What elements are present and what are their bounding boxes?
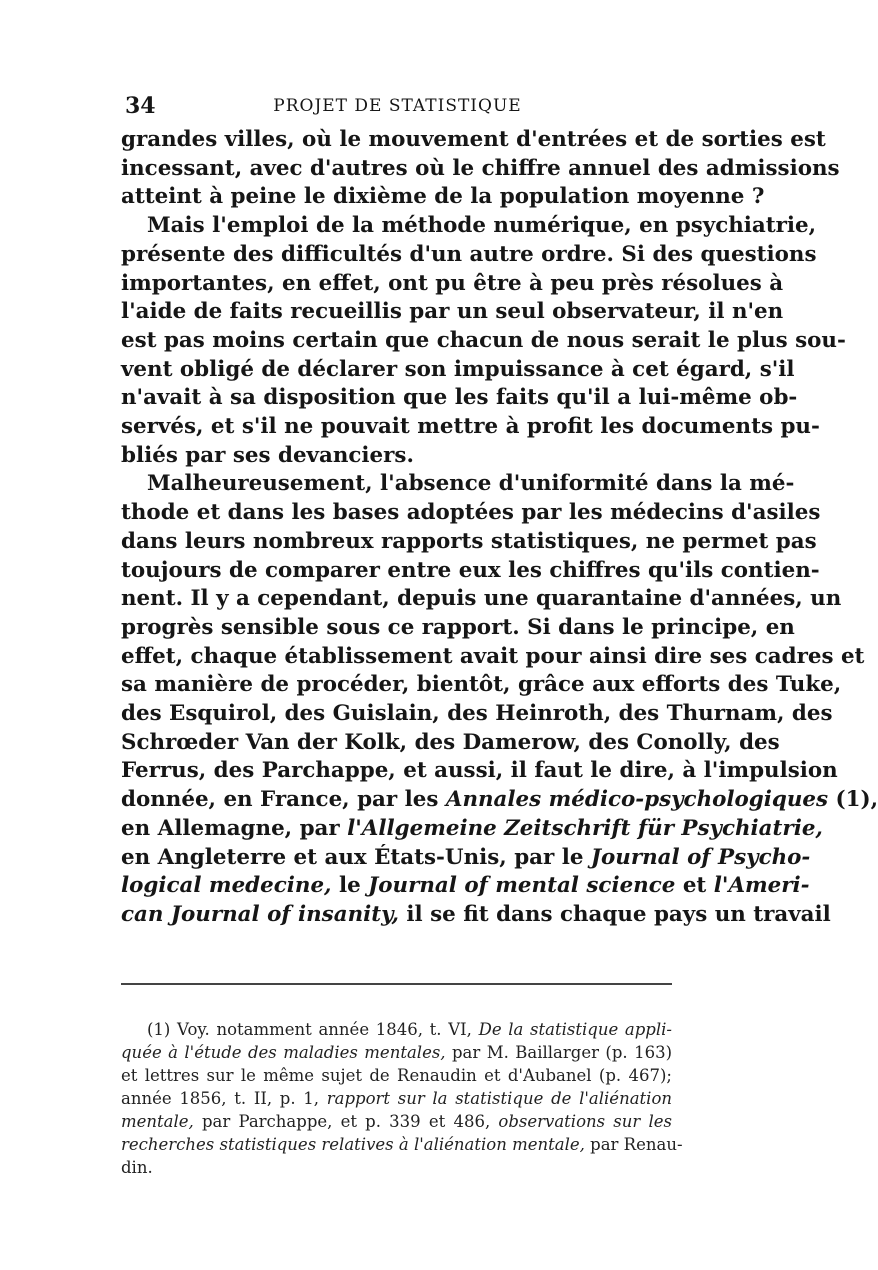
body-line: des Esquirol, des Guislain, des Heinroth, des Thurnam, des — [121, 701, 833, 727]
body-line: dans leurs nombreux rapports statistiques, ne permet pas — [121, 528, 817, 554]
body-line: en Angleterre et aux États-Unis, par le Journal of Psycho- — [121, 844, 811, 870]
body-line: Mais l'emploi de la méthode numérique, en psychiatrie, — [147, 213, 817, 239]
body-line: vent obligé de déclarer son impuissance à cet égard, s'il — [121, 356, 795, 382]
footnote-line: et lettres sur le même sujet de Renaudin et d'Aubanel (p. 467); — [121, 1066, 672, 1085]
footnote-line: din. — [121, 1158, 153, 1177]
body-line: en Allemagne, par l'Allgemeine Zeitschrift für Psychiatrie, — [121, 815, 823, 841]
body-line: thode et dans les bases adoptées par les médecins d'asiles — [121, 500, 821, 526]
body-line: atteint à peine le dixième de la population moyenne ? — [121, 184, 765, 210]
body-line: progrès sensible sous ce rapport. Si dans le principe, en — [121, 614, 795, 640]
body-line: importantes, en effet, ont pu être à peu près résolues à — [121, 270, 784, 296]
page-number: 34 — [125, 93, 156, 119]
footnote-line: mentale, par Parchappe, et p. 339 et 486, observations sur les — [121, 1112, 672, 1131]
body-line: servés, et s'il ne pouvait mettre à profit les documents pu- — [121, 414, 820, 440]
body-line: est pas moins certain que chacun de nous serait le plus sou- — [121, 327, 846, 353]
body-line: sa manière de procéder, bientôt, grâce aux efforts des Tuke, — [121, 672, 842, 698]
footnote-line: année 1856, t. II, p. 1, rapport sur la statistique de l'aliénation — [121, 1089, 672, 1108]
body-line: n'avait à sa disposition que les faits qu'il a lui-même ob- — [121, 385, 798, 411]
body-line: grandes villes, où le mouvement d'entrées et de sorties est — [121, 127, 826, 152]
body-text — [121, 126, 878, 930]
running-title: PROJET DE STATISTIQUE — [273, 96, 522, 116]
footnote-line: (1) Voy. notamment année 1846, t. VI, De la statistique appli- — [147, 1020, 672, 1039]
footnote-divider — [121, 983, 672, 985]
body-line: l'aide de faits recueillis par un seul observateur, il n'en — [121, 299, 784, 325]
body-line: Schrœder Van der Kolk, des Damerow, des Conolly, des — [121, 729, 780, 755]
body-line: toujours de comparer entre eux les chiffres qu'ils contien- — [121, 557, 820, 583]
footnote-line: recherches statistiques relatives à l'aliénation mentale, par Renau- — [121, 1135, 683, 1154]
body-line: incessant, avec d'autres où le chiffre annuel des admissions — [121, 155, 840, 181]
body-line: logical medecine, le Journal of mental science et l'Ameri- — [121, 873, 810, 899]
footnote-line: quée à l'étude des maladies mentales, par M. Baillarger (p. 163) — [121, 1043, 673, 1062]
body-line: donnée, en France, par les Annales médico-psychologiques (1), — [121, 787, 878, 813]
body-line: Ferrus, des Parchappe, et aussi, il faut le dire, à l'impulsion — [121, 758, 838, 784]
body-line: bliés par ses devanciers. — [121, 442, 414, 468]
body-line: Malheureusement, l'absence d'uniformité dans la mé- — [147, 471, 795, 497]
body-line: can Journal of insanity, il se fit dans chaque pays un travail — [121, 901, 831, 927]
body-line: effet, chaque établissement avait pour ainsi dire ses cadres et — [121, 643, 865, 669]
body-line: présente des difficultés d'un autre ordre. Si des questions — [121, 241, 817, 267]
footnote — [121, 1018, 683, 1179]
body-line: nent. Il y a cependant, depuis une quarantaine d'années, un — [121, 586, 842, 612]
page-header — [125, 93, 670, 123]
